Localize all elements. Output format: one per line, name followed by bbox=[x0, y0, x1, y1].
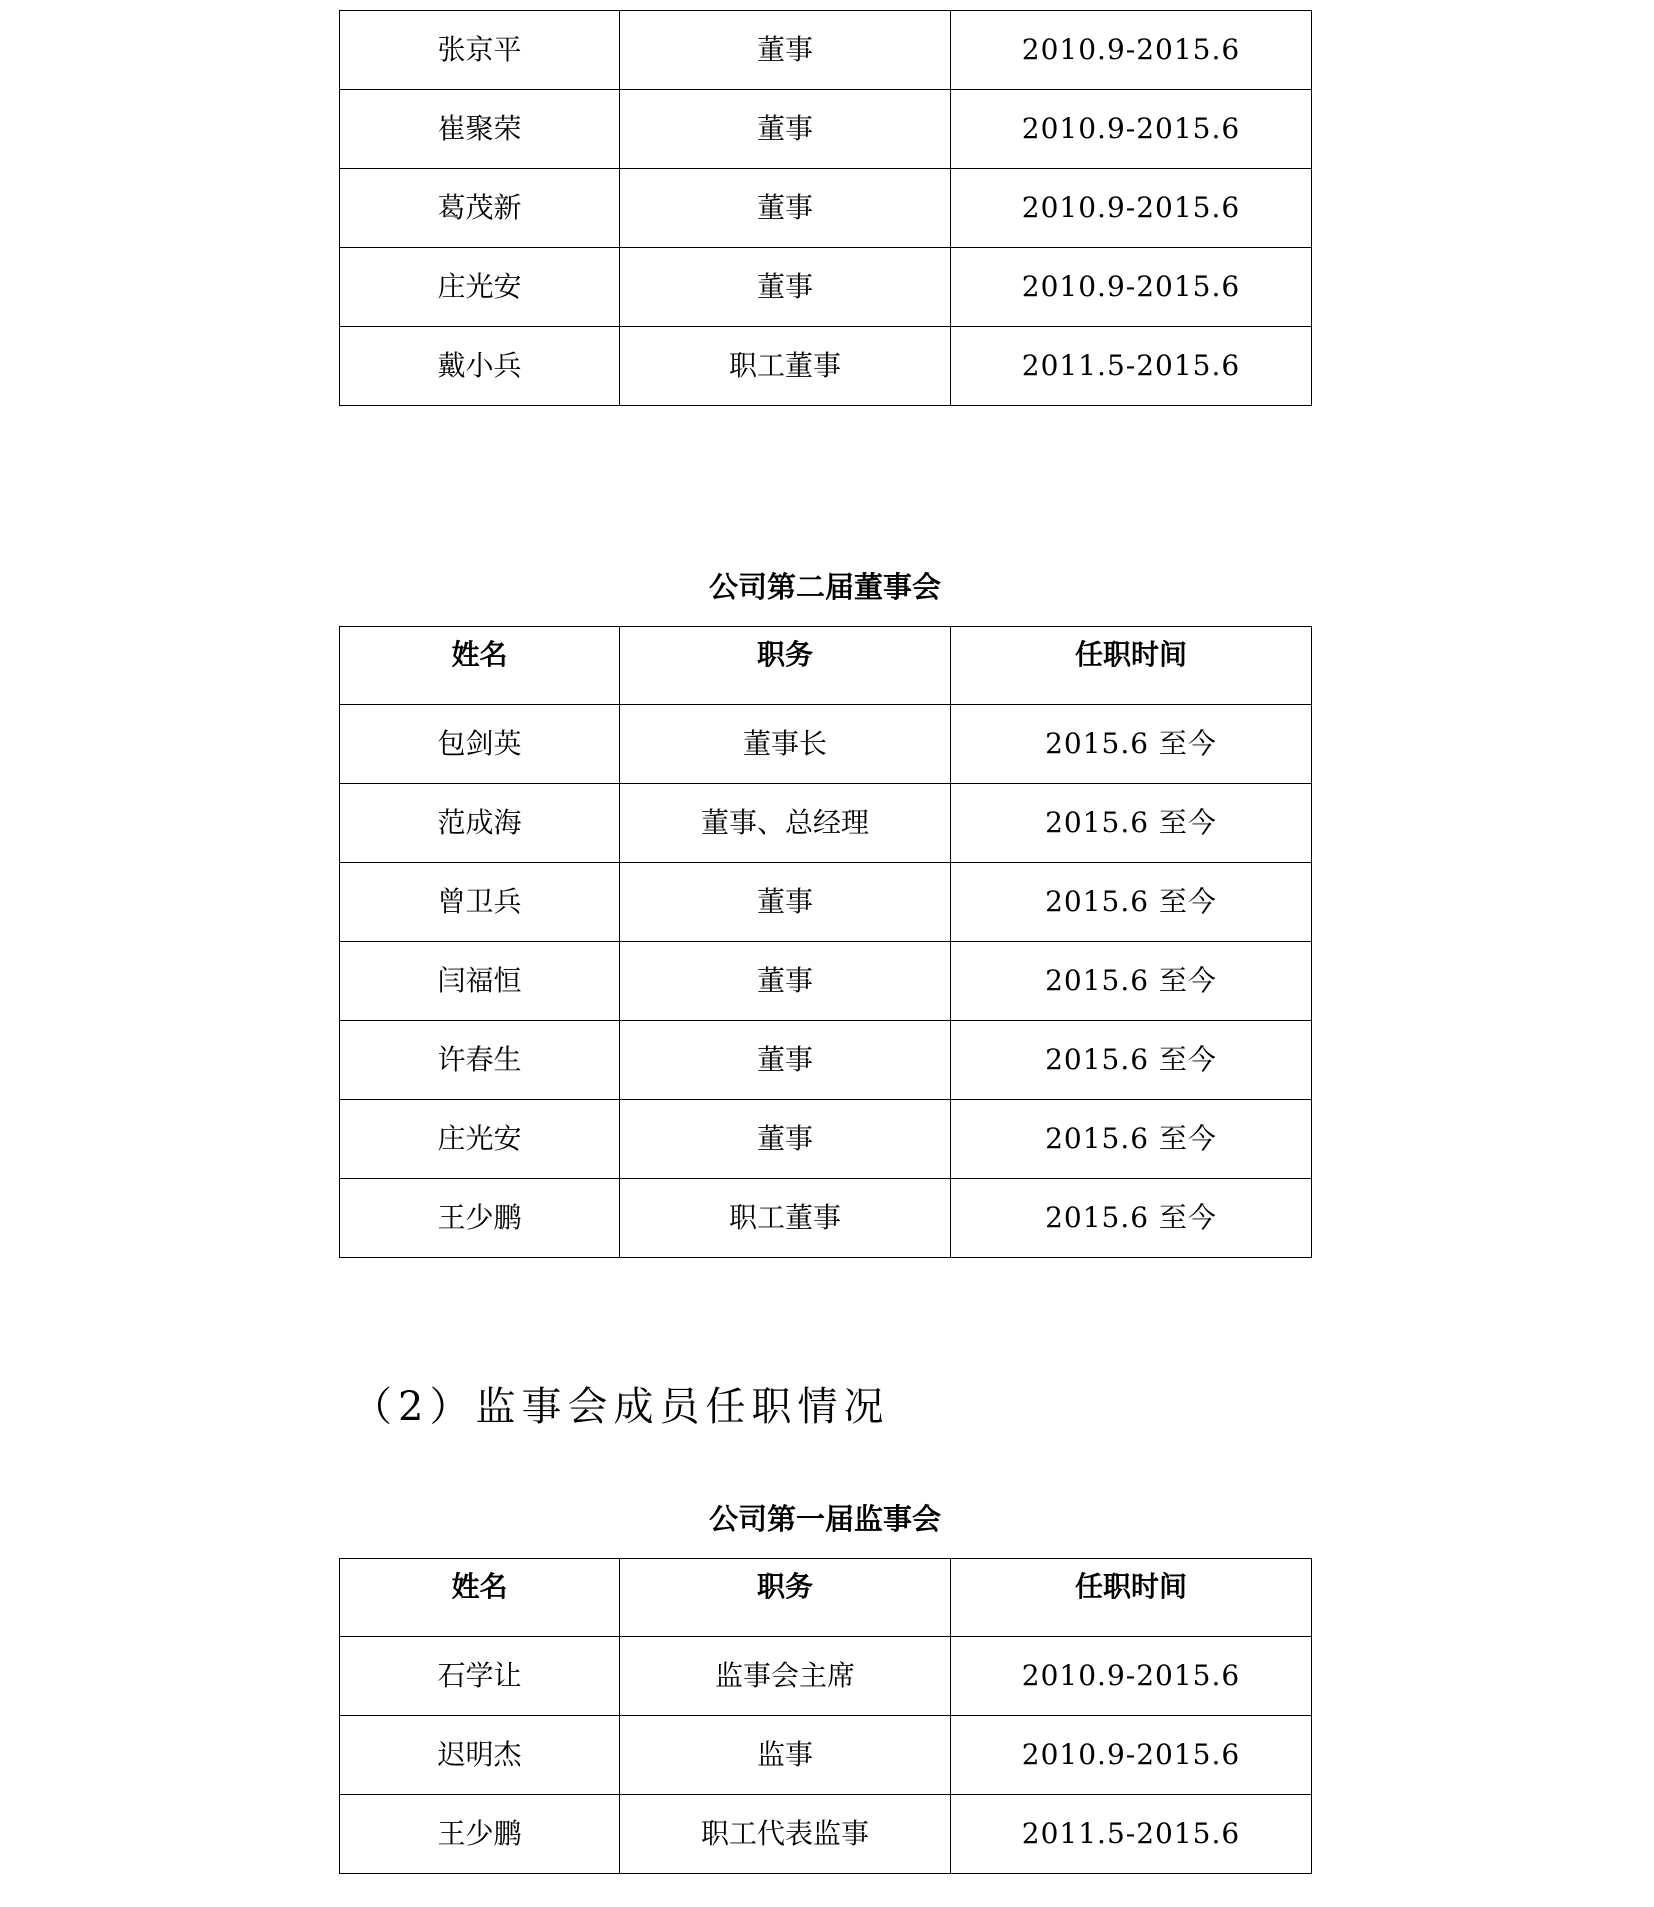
name-cell: 曾卫兵 bbox=[340, 863, 620, 942]
period-cell: 2015.6 至今 bbox=[951, 1179, 1312, 1258]
period-cell: 2015.6 至今 bbox=[951, 863, 1312, 942]
name-cell: 戴小兵 bbox=[340, 327, 620, 406]
board-second-table bbox=[339, 626, 1312, 1258]
table-row bbox=[340, 1021, 1312, 1100]
period-cell: 2010.9-2015.6 bbox=[951, 1716, 1312, 1795]
position-cell: 董事 bbox=[620, 1021, 951, 1100]
name-cell: 王少鹏 bbox=[340, 1179, 620, 1258]
name-cell: 张京平 bbox=[340, 11, 620, 90]
table-row bbox=[340, 1716, 1312, 1795]
supervisors-first-title: 公司第一届监事会 bbox=[708, 1502, 941, 1536]
table-header-row bbox=[340, 1559, 1312, 1637]
position-cell: 董事长 bbox=[620, 705, 951, 784]
table-row bbox=[340, 1795, 1312, 1874]
name-cell: 石学让 bbox=[340, 1637, 620, 1716]
position-cell: 董事 bbox=[620, 1100, 951, 1179]
name-cell: 包剑英 bbox=[340, 705, 620, 784]
period-cell: 2011.5-2015.6 bbox=[951, 1795, 1312, 1874]
column-header-position: 职务 bbox=[620, 1559, 951, 1637]
position-cell: 董事 bbox=[620, 942, 951, 1021]
position-cell: 监事会主席 bbox=[620, 1637, 951, 1716]
table-row bbox=[340, 863, 1312, 942]
column-header-name: 姓名 bbox=[340, 1559, 620, 1637]
table-row bbox=[340, 11, 1312, 90]
name-cell: 庄光安 bbox=[340, 1100, 620, 1179]
position-cell: 董事、总经理 bbox=[620, 784, 951, 863]
table-row bbox=[340, 1637, 1312, 1716]
name-cell: 庄光安 bbox=[340, 248, 620, 327]
board-first-table bbox=[339, 10, 1312, 406]
position-cell: 职工董事 bbox=[620, 327, 951, 406]
period-cell: 2015.6 至今 bbox=[951, 784, 1312, 863]
position-cell: 董事 bbox=[620, 11, 951, 90]
table-row bbox=[340, 942, 1312, 1021]
table-row bbox=[340, 784, 1312, 863]
name-cell: 闫福恒 bbox=[340, 942, 620, 1021]
table-row bbox=[340, 1100, 1312, 1179]
period-cell: 2015.6 至今 bbox=[951, 705, 1312, 784]
column-header-name: 姓名 bbox=[340, 627, 620, 705]
position-cell: 董事 bbox=[620, 169, 951, 248]
name-cell: 迟明杰 bbox=[340, 1716, 620, 1795]
table-header-row bbox=[340, 627, 1312, 705]
column-header-period: 任职时间 bbox=[951, 1559, 1312, 1637]
table-row bbox=[340, 705, 1312, 784]
board-second-title: 公司第二届董事会 bbox=[708, 570, 941, 604]
period-cell: 2015.6 至今 bbox=[951, 1021, 1312, 1100]
period-cell: 2010.9-2015.6 bbox=[951, 90, 1312, 169]
table-row bbox=[340, 248, 1312, 327]
name-cell: 王少鹏 bbox=[340, 1795, 620, 1874]
position-cell: 董事 bbox=[620, 863, 951, 942]
name-cell: 葛茂新 bbox=[340, 169, 620, 248]
position-cell: 监事 bbox=[620, 1716, 951, 1795]
supervisors-first-table bbox=[339, 1558, 1312, 1874]
table-row bbox=[340, 90, 1312, 169]
table-row bbox=[340, 1179, 1312, 1258]
name-cell: 许春生 bbox=[340, 1021, 620, 1100]
table-row bbox=[340, 169, 1312, 248]
period-cell: 2010.9-2015.6 bbox=[951, 1637, 1312, 1716]
position-cell: 职工董事 bbox=[620, 1179, 951, 1258]
period-cell: 2010.9-2015.6 bbox=[951, 248, 1312, 327]
period-cell: 2011.5-2015.6 bbox=[951, 327, 1312, 406]
position-cell: 职工代表监事 bbox=[620, 1795, 951, 1874]
column-header-period: 任职时间 bbox=[951, 627, 1312, 705]
name-cell: 崔聚荣 bbox=[340, 90, 620, 169]
period-cell: 2015.6 至今 bbox=[951, 942, 1312, 1021]
position-cell: 董事 bbox=[620, 248, 951, 327]
period-cell: 2015.6 至今 bbox=[951, 1100, 1312, 1179]
name-cell: 范成海 bbox=[340, 784, 620, 863]
period-cell: 2010.9-2015.6 bbox=[951, 169, 1312, 248]
table-row bbox=[340, 327, 1312, 406]
column-header-position: 职务 bbox=[620, 627, 951, 705]
period-cell: 2010.9-2015.6 bbox=[951, 11, 1312, 90]
section-heading: （2）监事会成员任职情况 bbox=[352, 1384, 890, 1430]
position-cell: 董事 bbox=[620, 90, 951, 169]
